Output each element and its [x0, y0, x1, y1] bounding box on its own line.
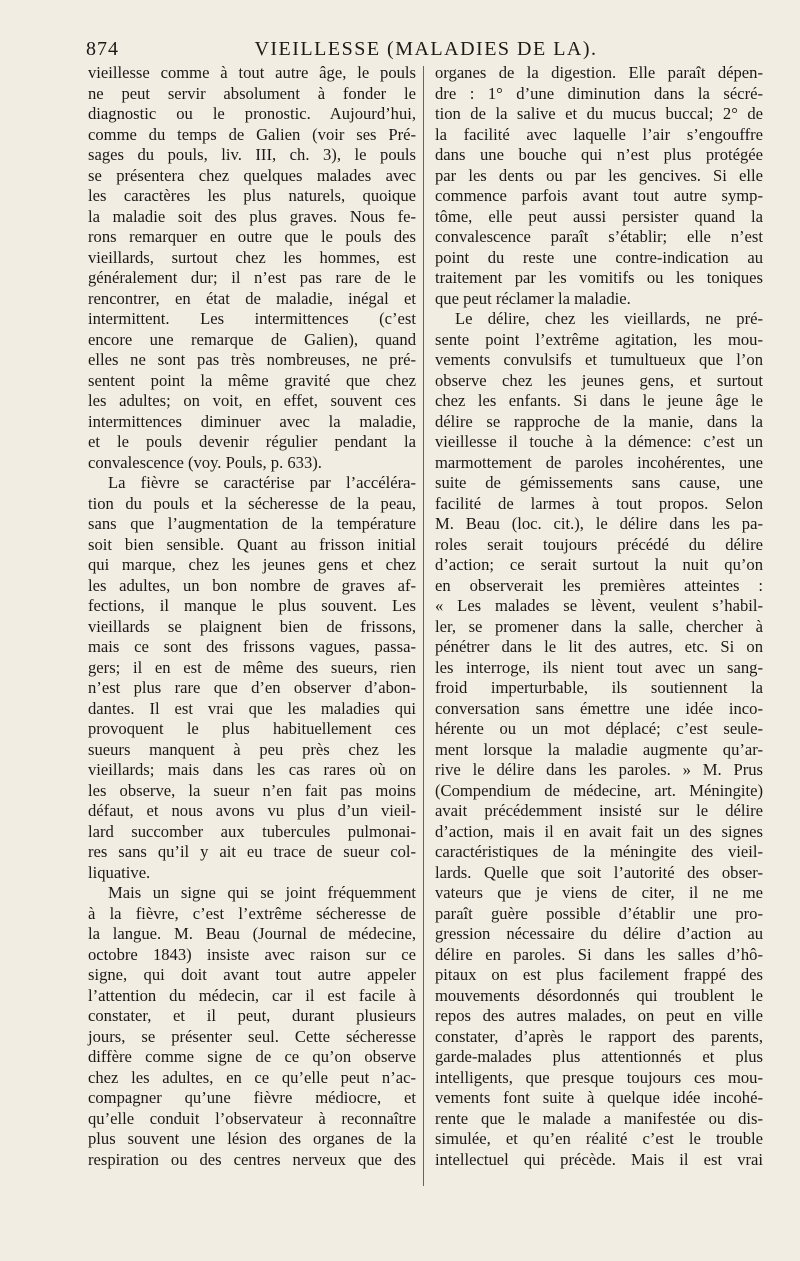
text-line: mouvements désordonnés qui troublent le	[435, 985, 763, 1005]
text-line: dantes. Il est vrai que les maladies qui	[88, 698, 416, 718]
right-column	[435, 63, 763, 1170]
text-line: sente point l’extrême agitation, les mou-	[435, 329, 763, 349]
left-column	[88, 63, 416, 1170]
text-line: marmottement de paroles incohérentes, une	[435, 452, 763, 472]
text-line: vieillards se plaignent bien de frissons,	[88, 616, 416, 636]
text-line: signe, qui doit avant tout autre appeler	[88, 965, 416, 984]
text-line: intelligents, que presque toujours ces mou-	[435, 1067, 763, 1087]
text-line: constater, d’après le rapport des parents,	[435, 1026, 763, 1046]
text-line: sans que l’augmentation de la température	[88, 514, 416, 533]
text-line: gression nécessaire du délire d’action au	[435, 924, 763, 943]
text-line: convalescence (voy. Pouls, p. 633).	[88, 452, 322, 472]
text-line: intellectuel qui précède. Mais il est vrai	[435, 1149, 763, 1169]
text-line: roles serait toujours précédé du délire	[435, 534, 763, 554]
text-line: délire en paroles. Si dans les salles d’hô-	[435, 944, 763, 964]
text-line: chez les adultes, en ce qu’elle peut n’ac-	[88, 1067, 416, 1087]
text-line: tôme, elle peut aussi persister quand la	[435, 206, 763, 226]
text-line: avait précédemment insisté sur le délire	[435, 801, 763, 820]
text-line: pitaux on est plus facilement frappé des	[435, 965, 763, 984]
text-line: dans une bouche qui n’est plus protégée	[435, 145, 763, 164]
text-line: Mais un signe qui se joint fréquemment	[108, 883, 416, 902]
text-line: lards. Quelle que soit l’autorité des obser-	[435, 862, 763, 882]
text-line: M. Beau (loc. cit.), le délire dans les pa-	[435, 514, 763, 533]
text-line: rive le délire dans les paroles. » M. Prus	[435, 760, 763, 779]
text-line: vieillesse comme à tout autre âge, le pouls	[88, 63, 416, 82]
text-line: rencontrer, en état de maladie, inégal et	[88, 288, 416, 308]
text-line: jours, se présenter seul. Cette sécheresse	[88, 1026, 416, 1046]
text-line: la maladie soit des plus graves. Nous fe-	[88, 206, 416, 226]
text-line: vateurs que je viens de citer, il ne me	[435, 883, 763, 902]
text-line: gers; il en est de même des sueurs, rien	[88, 657, 416, 677]
text-line: compagner qu’une fièvre médiocre, et	[88, 1088, 416, 1107]
text-line: commence parfois avant tout autre symp-	[435, 186, 763, 205]
text-line: observe chez les jeunes gens, et surtout	[435, 370, 763, 390]
text-line: froid imperturbable, ils soutiennent la	[435, 678, 763, 697]
text-line: comme du temps de Galien (voir ses Pré-	[88, 124, 416, 144]
text-line: d’action, mais il en avait fait un des signes	[435, 821, 763, 841]
text-line: mais ce sont des frissons vagues, passa-	[88, 637, 416, 656]
text-line: n’est plus rare que d’en observer d’abon-	[88, 678, 416, 697]
text-line: paraît guère possible d’établir une pro-	[435, 903, 763, 923]
text-line: liquative.	[88, 862, 151, 882]
text-line: tion du pouls et la sécheresse de la peau,	[88, 493, 416, 513]
text-line: convalescence paraît s’établir; elle n’est	[435, 227, 763, 246]
text-line: octobre 1843) insiste avec raison sur ce	[88, 944, 416, 964]
text-line: les adultes, un bon nombre de graves af-	[88, 575, 416, 595]
text-line: lard succomber aux tubercules pulmonai-	[88, 821, 416, 841]
text-line: qui marque, chez les jeunes gens et chez	[88, 555, 416, 574]
text-line: hérente ou un mot déplacé; c’est seule-	[435, 719, 763, 738]
text-line: vements font suite à quelque idée incohé-	[435, 1088, 763, 1107]
text-line: ler, se promener dans la salle, chercher à	[435, 616, 763, 636]
running-title: VIEILLESSE (MALADIES DE LA).	[254, 38, 598, 60]
text-line: tion de la salive et du mucus buccal; 2° de	[435, 104, 763, 123]
text-line: rons remarquer en outre que le pouls des	[88, 227, 416, 246]
text-line: les caractères les plus naturels, quoique	[88, 186, 416, 205]
text-line: sentent point la même gravité que chez	[88, 370, 416, 390]
text-line: chez les enfants. Si dans le jeune âge le	[435, 391, 763, 410]
text-line: diffère comme signe de ce qu’on observe	[88, 1047, 416, 1066]
text-line: simulée, et qu’en réalité c’est le trouble	[435, 1129, 763, 1148]
text-line: la facilité avec laquelle l’air s’engouffre	[435, 124, 763, 144]
text-line: que peut réclamer la maladie.	[435, 288, 631, 308]
text-line: ment lorsque la maladie augmente qu’ar-	[435, 739, 763, 759]
text-line: res sans qu’il y ait eu trace de sueur col-	[88, 842, 416, 861]
text-line: encore une remarque de Galien), quand	[88, 329, 416, 349]
text-line: et le pouls devenir régulier pendant la	[88, 432, 416, 451]
text-line: vieillesse il touche à la démence: c’est un	[435, 432, 763, 451]
text-line: « Les malades se lèvent, veulent s’habil-	[435, 596, 763, 615]
text-line: constater, et il peut, durant plusieurs	[88, 1006, 416, 1025]
text-line: organes de la digestion. Elle paraît dépen-	[435, 63, 763, 82]
text-line: vieillards; mais dans les cas rares où on	[88, 760, 416, 779]
text-line: point du reste une contre-indication au	[435, 247, 763, 267]
text-line: à la fièvre, c’est l’extrême sécheresse de	[88, 903, 416, 923]
text-line: défaut, et nous avons vu plus d’un vieil-	[88, 801, 416, 820]
text-line: conversation sans émettre une idée inco-	[435, 698, 763, 718]
text-line: d’action; ce serait surtout la nuit qu’on	[435, 555, 763, 574]
text-line: l’attention du médecin, car il est facile à	[88, 985, 416, 1005]
text-line: respiration ou des centres nerveux que des	[88, 1149, 416, 1169]
text-line: se présentera chez quelques malades avec	[88, 165, 416, 185]
text-line: suite de gémissements sans cause, une	[435, 473, 763, 492]
text-line: rente que le malade a manifestée ou dis-	[435, 1108, 763, 1128]
text-line: diagnostic ou le pronostic. Aujourd’hui,	[88, 104, 416, 123]
text-line: fections, il manque le plus souvent. Les	[88, 596, 416, 615]
text-line: soit bien sensible. Quant au frisson initial	[88, 534, 416, 554]
text-line: les observe, la sueur n’en fait pas moins	[88, 780, 416, 800]
text-line: pénétrer dans le lit des autres, etc. Si on	[435, 637, 763, 656]
text-line: intermittent. Les intermittences (c’est	[88, 309, 416, 328]
text-line: provoquent le plus habituellement ces	[88, 719, 416, 738]
text-line: traitement par les vomitifs ou les toniques	[435, 268, 763, 287]
text-line: elles ne sont pas très nombreuses, ne pré-	[88, 350, 416, 369]
text-line: facilité de larmes à tout propos. Selon	[435, 493, 763, 513]
text-line: en observerait les premières atteintes :	[435, 575, 763, 595]
text-line: généralement dur; il n’est pas rare de le	[88, 268, 416, 287]
text-line: caractéristiques de la méningite des vieil-	[435, 842, 763, 861]
text-line: dre : 1° d’une diminution dans la sécré-	[435, 83, 763, 103]
text-line: la langue. M. Beau (Journal de médecine,	[88, 924, 416, 943]
text-line: qu’elle conduit l’observateur à reconnaître	[88, 1108, 416, 1128]
text-line: garde-malades plus attentionnés et plus	[435, 1047, 763, 1066]
page-number: 874	[86, 38, 119, 60]
text-line: sages du pouls, liv. III, ch. 3), le pouls	[88, 145, 416, 164]
text-line: vieillards, surtout chez les hommes, est	[88, 247, 416, 267]
text-line: (Compendium de médecine, art. Méningite)	[435, 780, 763, 800]
text-line: intermittences diminuer avec la maladie,	[88, 411, 416, 431]
column-divider	[423, 66, 424, 1186]
text-line: plus souvent une lésion des organes de la	[88, 1129, 416, 1148]
text-line: vements convulsifs et tumultueux que l’on	[435, 350, 763, 369]
text-line: Le délire, chez les vieillards, ne pré-	[455, 309, 763, 328]
text-line: les adultes; on voit, en effet, souvent ces	[88, 391, 416, 410]
text-line: délire se rapproche de la manie, dans la	[435, 411, 763, 431]
text-line: La fièvre se caractérise par l’accéléra-	[108, 473, 416, 492]
text-line: repos des autres malades, on peut en ville	[435, 1006, 763, 1025]
text-line: par les dents ou par les gencives. Si elle	[435, 165, 763, 185]
text-line: les interroge, ils nient tout avec un sang-	[435, 657, 763, 677]
text-line: sueurs manquent à peu près chez les	[88, 739, 416, 759]
text-line: ne peut servir absolument à fonder le	[88, 83, 416, 103]
